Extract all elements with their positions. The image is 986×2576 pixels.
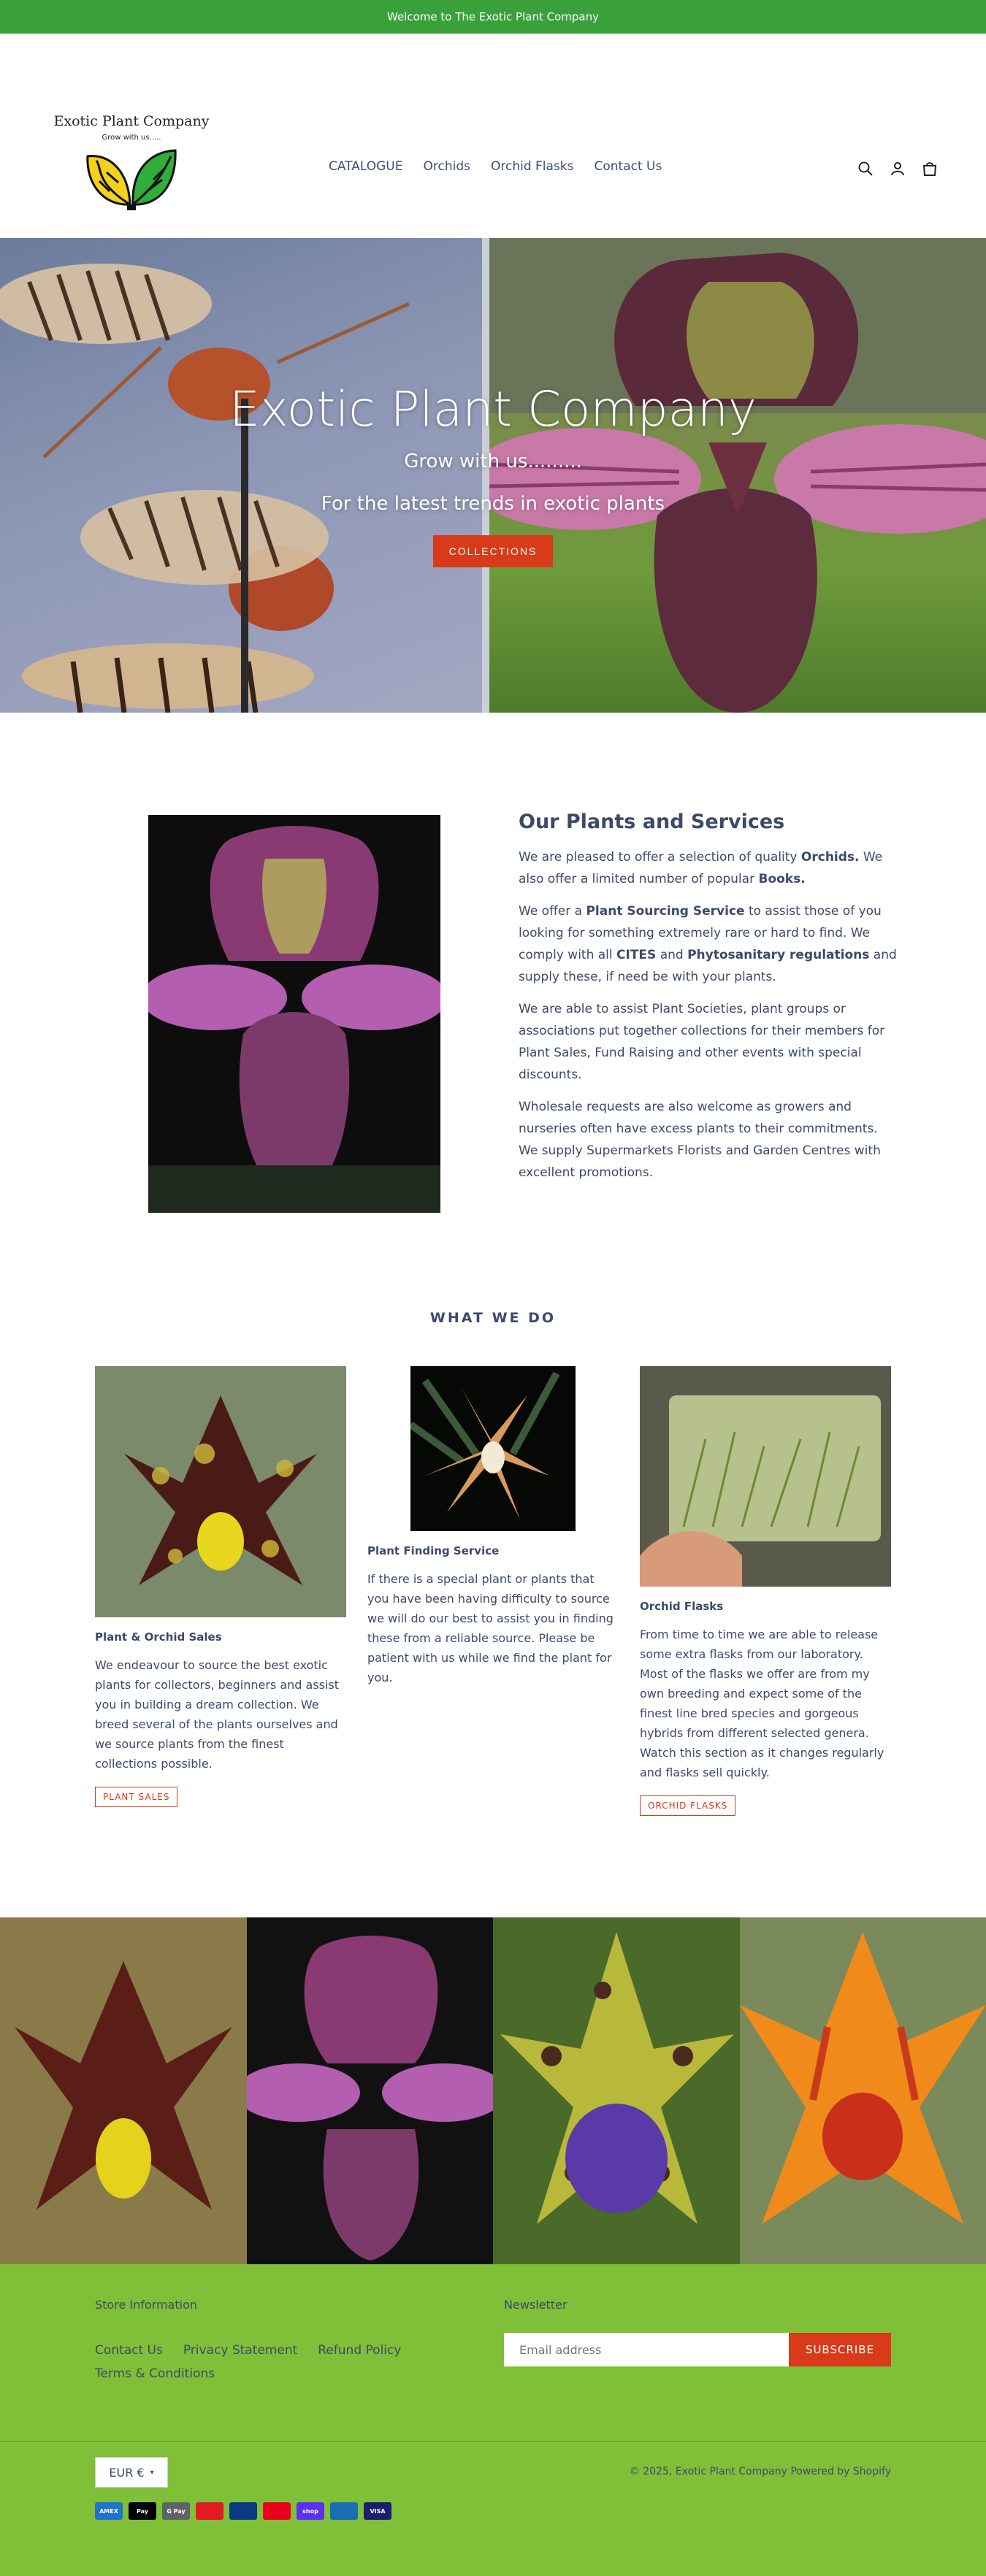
- site-header: [0, 34, 986, 238]
- nav-orchids[interactable]: Orchids: [423, 159, 470, 174]
- visa-icon: VISA: [364, 2502, 391, 2520]
- cart-icon[interactable]: [922, 161, 938, 177]
- card-plant-finding: [367, 1366, 619, 1687]
- card-plant-sales: [95, 1366, 346, 1807]
- image-gallery: [0, 1917, 986, 2264]
- announcement-bar: [0, 0, 986, 34]
- account-icon[interactable]: [890, 161, 906, 177]
- apple-pay-icon: Pay: [129, 2502, 156, 2520]
- payment-icons: [95, 2502, 391, 2520]
- what-we-do-section: [0, 1282, 986, 1917]
- google-pay-icon: G Pay: [162, 2502, 190, 2520]
- services-paragraph-4: Wholesale requests are also welcome as growers and nurseries often have excess plants to their commitments. We supply Supermarkets Florists and Garden Centres with excellent promotions.: [519, 1096, 898, 1184]
- services-paragraph-1: We are pleased to offer a selection of quality Orchids. We also offer a limited number of popular Books.: [519, 846, 898, 890]
- footer-link-contact-us[interactable]: Contact Us: [95, 2343, 163, 2358]
- hero-tagline: For the latest trends in exotic plants: [321, 493, 665, 515]
- main-nav: [329, 159, 662, 174]
- leaf-logo-icon: [80, 146, 183, 212]
- announcement-text: Welcome to The Exotic Plant Company: [387, 10, 599, 23]
- logo-title: Exotic Plant Company: [51, 113, 212, 129]
- orchid-image: [148, 815, 440, 1213]
- header-icons: [857, 161, 938, 177]
- store-info-title: Store Information: [95, 2298, 197, 2312]
- email-input[interactable]: [504, 2333, 789, 2366]
- chevron-down-icon: ▾: [150, 2469, 154, 2477]
- card-title: Plant Finding Service: [367, 1544, 619, 1557]
- logo-tagline: Grow with us.....: [51, 134, 212, 142]
- footer-link-refund-policy[interactable]: Refund Policy: [318, 2343, 401, 2358]
- footer-links: [95, 2339, 446, 2385]
- maestro-icon: [229, 2502, 257, 2520]
- gallery-image-3: [493, 1917, 740, 2264]
- card-text: We endeavour to source the best exotic plants for collectors, beginners and assist you in building a dream collection. We breed several of the plants ourselves and we source plants from the finest collections possible.: [95, 1655, 346, 1774]
- card-title: Orchid Flasks: [640, 1600, 891, 1613]
- currency-selector[interactable]: [95, 2457, 168, 2488]
- collections-button[interactable]: COLLECTIONS: [433, 535, 554, 567]
- amex-icon: AMEX: [95, 2502, 123, 2520]
- card-image-plant-finding: [410, 1366, 576, 1531]
- card-image-orchid-flasks: [640, 1366, 891, 1587]
- subscribe-button[interactable]: SUBSCRIBE: [789, 2333, 891, 2366]
- gallery-image-2: [247, 1917, 494, 2264]
- services-section: [0, 713, 986, 1282]
- logo[interactable]: [51, 81, 212, 234]
- card-text: From time to time we are able to release some extra flasks from our laboratory. Most of the flasks we offer are from my own breeding and expect some of the finest line bred species and gorgeous hybrids from different selected genera. Watch this section as it changes regularly and flasks sell quickly.: [640, 1625, 891, 1782]
- what-we-do-title: WHAT WE DO: [0, 1310, 986, 1326]
- bancontact-icon: [196, 2502, 223, 2520]
- hero-banner: [0, 238, 986, 713]
- nav-contact-us[interactable]: Contact Us: [595, 159, 662, 174]
- orchid-flasks-button[interactable]: ORCHID FLASKS: [640, 1795, 735, 1816]
- union-pay-icon: [330, 2502, 358, 2520]
- footer-link-privacy-statement[interactable]: Privacy Statement: [183, 2343, 297, 2358]
- nav-orchid-flasks[interactable]: Orchid Flasks: [491, 159, 574, 174]
- card-title: Plant & Orchid Sales: [95, 1630, 346, 1644]
- gallery-image-4: [740, 1917, 986, 2264]
- copyright: © 2025, Exotic Plant Company Powered by Shopify: [630, 2466, 891, 2477]
- search-icon[interactable]: [857, 161, 874, 177]
- services-title: Our Plants and Services: [519, 810, 898, 833]
- card-image-plant-sales: [95, 1366, 346, 1617]
- mastercard-icon: [263, 2502, 291, 2520]
- footer-divider: [0, 2441, 986, 2442]
- footer-link-terms-conditions[interactable]: Terms & Conditions: [95, 2366, 215, 2381]
- hero-subtitle: Grow with us.........: [404, 451, 582, 472]
- gallery-image-1: [0, 1917, 247, 2264]
- hero-content: [0, 238, 986, 713]
- plant-sales-button[interactable]: PLANT SALES: [95, 1787, 177, 1807]
- card-text: If there is a special plant or plants that you have been having difficulty to source we will do our best to assist you in finding these from a reliable source. Please be patient with us while we find the plant for you.: [367, 1569, 619, 1687]
- hero-title: Exotic Plant Company: [229, 381, 757, 437]
- site-footer: [0, 2264, 986, 2576]
- newsletter-title: Newsletter: [504, 2298, 567, 2312]
- shop-pay-icon: shop: [297, 2502, 324, 2520]
- currency-value: EUR €: [109, 2466, 144, 2480]
- services-paragraph-2: We offer a Plant Sourcing Service to assist those of you looking for something extremely rare or hard to find. We comply with all CITES and Phytosanitary regulations and supply these, if need be with your plants.: [519, 900, 898, 988]
- nav-catalogue[interactable]: CATALOGUE: [329, 159, 402, 174]
- services-text: [519, 810, 898, 1194]
- card-orchid-flasks: [640, 1366, 891, 1816]
- services-paragraph-3: We are able to assist Plant Societies, plant groups or associations put together collections for their members for Plant Sales, Fund Raising and other events with special discounts.: [519, 998, 898, 1086]
